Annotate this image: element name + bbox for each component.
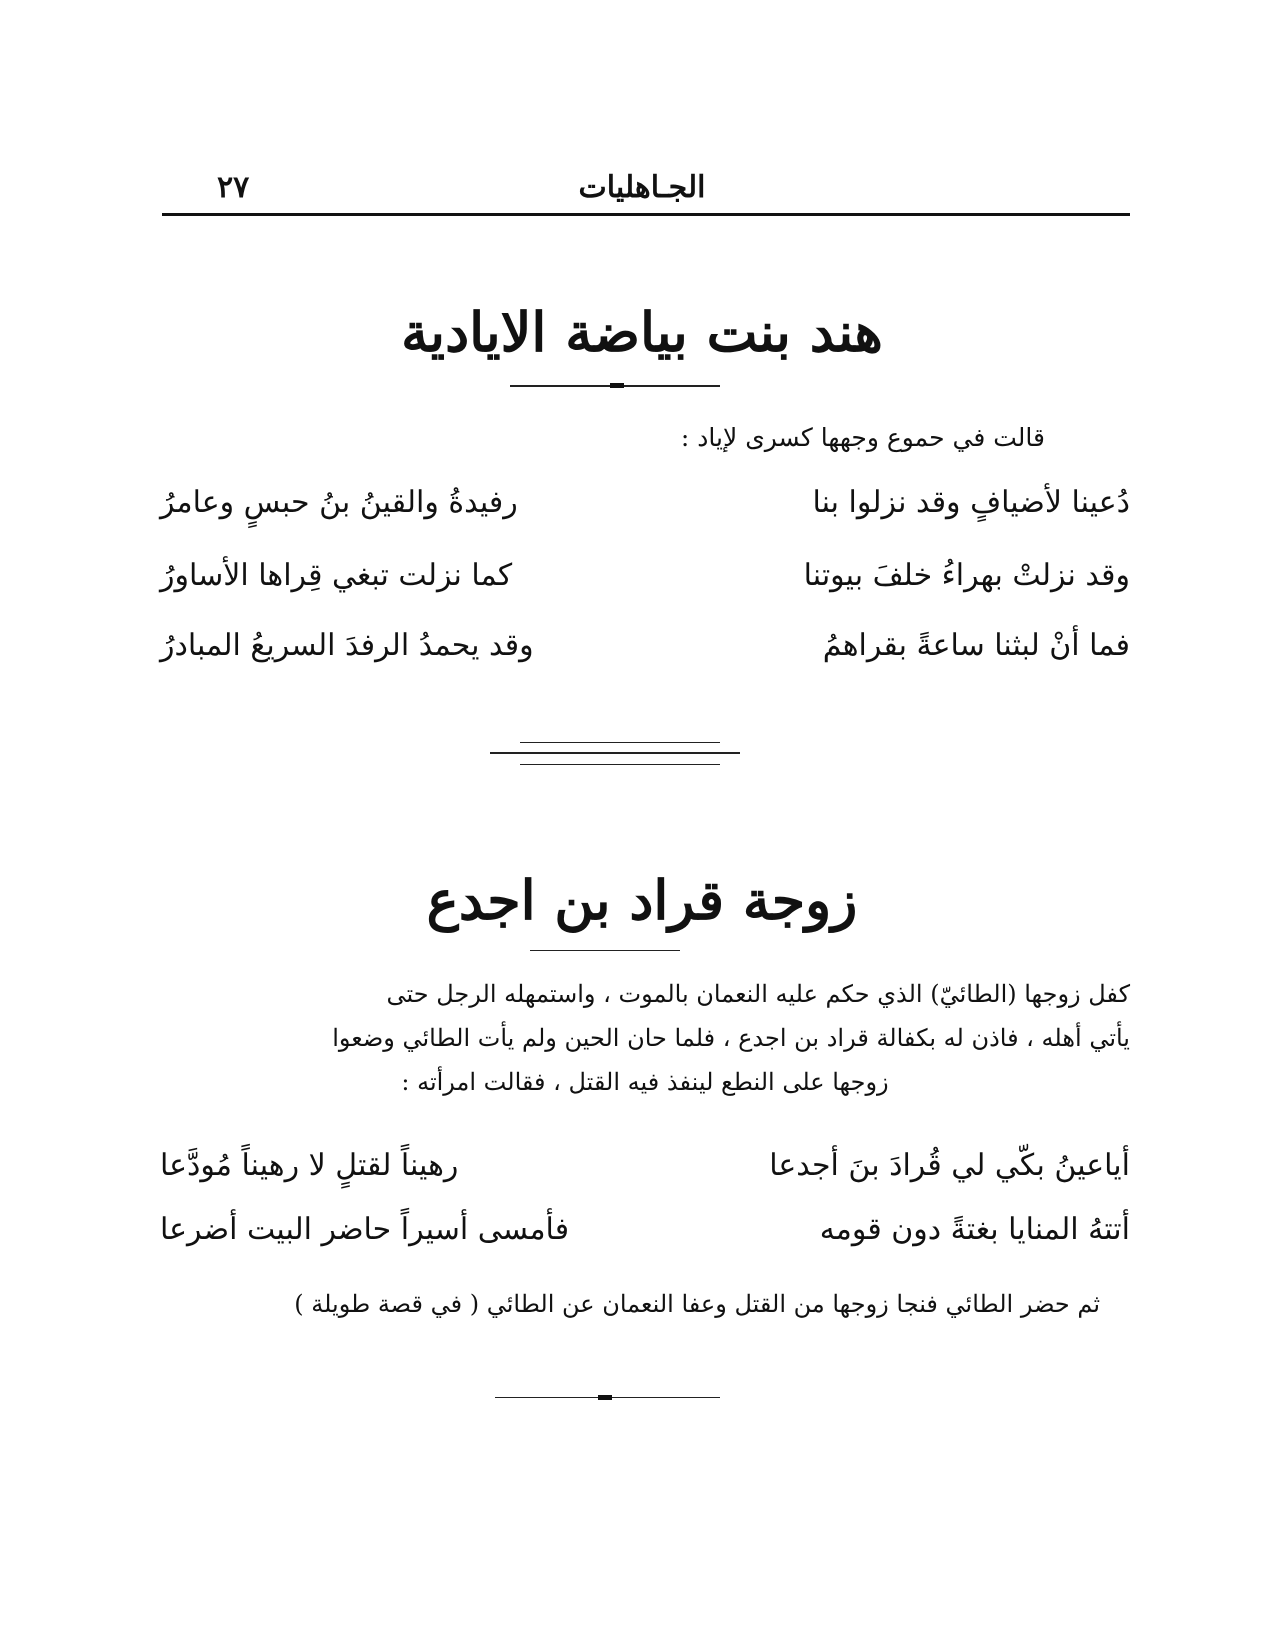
page-header — [162, 170, 1122, 210]
section1-intro: قالت في حموع وجهها كسرى لإياد : — [680, 423, 1045, 452]
verse-line — [160, 1212, 1130, 1262]
section-divider-1b — [490, 752, 740, 754]
verse-hemistich-right: أياعينُ بكّي لي قُرادَ بنَ أجدعا — [769, 1148, 1130, 1183]
section2-title: زوجة قراد بن اجدع — [426, 868, 858, 932]
section-divider-1c — [520, 764, 720, 765]
verse-hemistich-left: وقد يحمدُ الرفدَ السريعُ المبادرُ — [160, 628, 534, 663]
section2-prose — [160, 972, 1130, 1104]
page-number: ٢٧ — [217, 170, 250, 205]
verse-line — [160, 1148, 1130, 1198]
verse-hemistich-right: دُعينا لأضيافٍ وقد نزلوا بنا — [812, 485, 1130, 520]
verse-hemistich-left: رفيدةُ والقينُ بنُ حبسٍ وعامرُ — [160, 485, 518, 520]
verse-line — [160, 628, 1130, 678]
verse-hemistich-left: فأمسى أسيراً حاضر البيت أضرعا — [160, 1212, 570, 1247]
running-title: الجـاهليات — [578, 170, 706, 205]
section1-title: هند بنت بياضة الايادية — [401, 300, 883, 364]
verse-line — [160, 558, 1130, 608]
verse-hemistich-right: فما أنْ لبثنا ساعةً بقراهمُ — [822, 628, 1130, 663]
end-ornament-dot — [598, 1395, 612, 1400]
verse-hemistich-right: أتتهُ المنايا بغتةً دون قومه — [819, 1212, 1130, 1247]
verse-line — [160, 485, 1130, 535]
verse-hemistich-left: كما نزلت تبغي قِراها الأساورُ — [160, 558, 513, 593]
prose-line: يأتي أهله ، فاذن له بكفالة قراد بن اجدع ، فلما حان الحين ولم يأت الطائي وضعوا — [332, 1024, 1130, 1052]
verse-hemistich-left: رهيناً لقتلٍ لا رهيناً مُودَّعا — [160, 1148, 459, 1183]
prose-line: كفل زوجها (الطائيّ) الذي حكم عليه النعمان بالموت ، واستمهله الرجل حتى — [386, 980, 1130, 1008]
title-ornament-2 — [530, 950, 680, 951]
verse-hemistich-right: وقد نزلتْ بهراءُ خلفَ بيوتنا — [803, 558, 1130, 593]
section2-note: ثم حضر الطائي فنجا زوجها من القتل وعفا النعمان عن الطائي ( في قصة طويلة ) — [294, 1290, 1100, 1318]
header-rule — [162, 213, 1130, 216]
section-divider-1a — [520, 742, 720, 743]
prose-line: زوجها على النطع لينفذ فيه القتل ، فقالت امرأته : — [401, 1068, 889, 1096]
ornament-dot-1 — [610, 383, 624, 388]
